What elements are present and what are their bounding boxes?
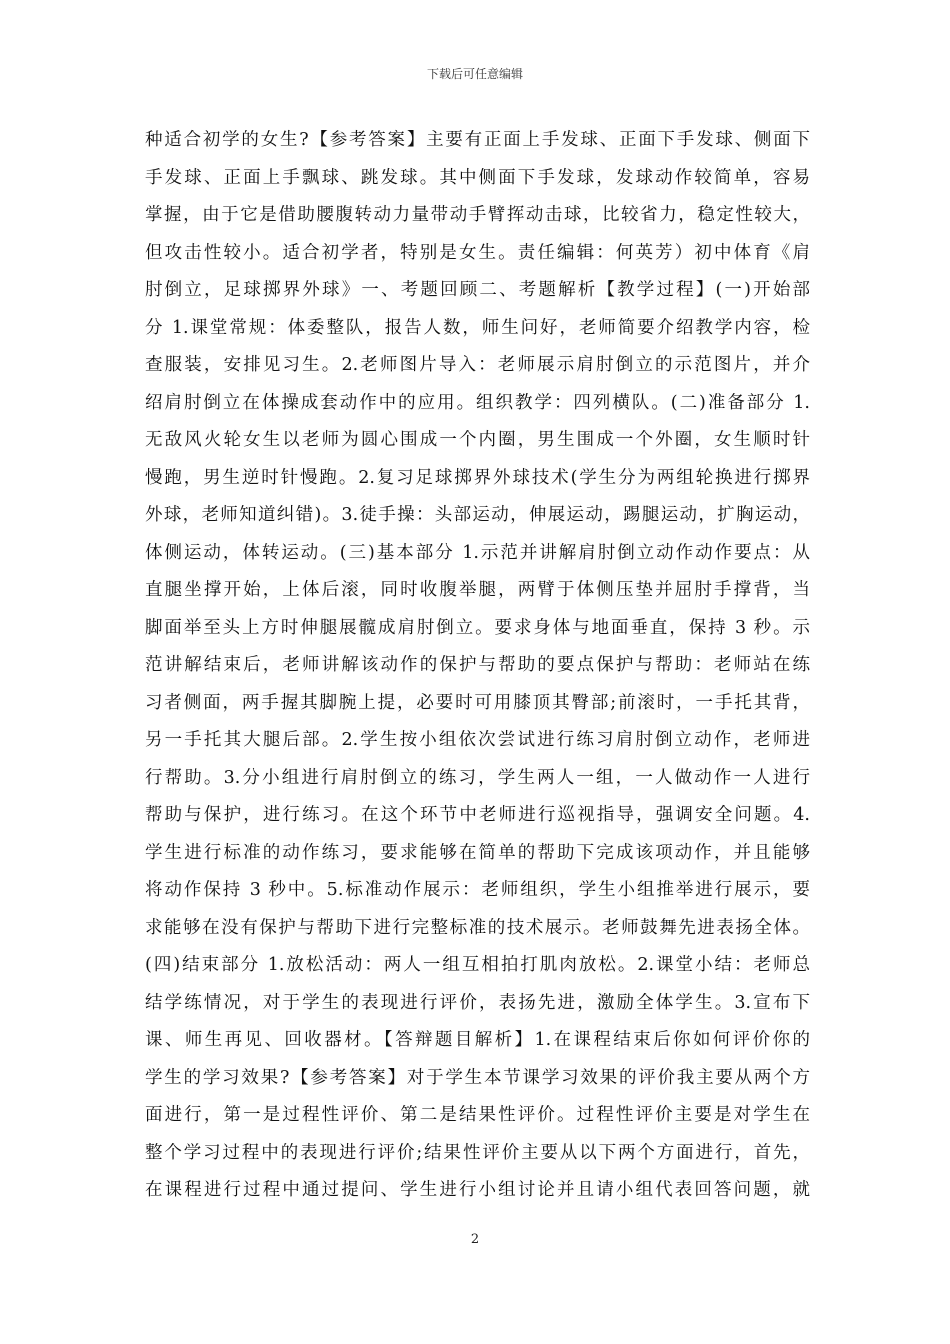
text-line: 直腿坐撑开始，上体后滚，同时收腹举腿，两臂于体侧压垫并屈肘手撑背，当 — [145, 580, 810, 600]
text-line: 查服装，安排见习生。2.老师图片导入：老师展示肩肘倒立的示范图片，并介 — [145, 355, 810, 375]
text-line: 学生的学习效果?【参考答案】对于学生本节课学习效果的评价我主要从两个方 — [145, 1067, 810, 1088]
text-line: 但攻击性较小。适合初学者，特别是女生。责任编辑：何英芳）初中体育《肩 — [145, 242, 810, 263]
body-text — [145, 122, 810, 1210]
text-line: 掌握，由于它是借助腰腹转动力量带动手臂挥动击球，比较省力，稳定性较大， — [145, 205, 810, 225]
text-line: 面进行，第一是过程性评价、第二是结果性评价。过程性评价主要是对学生在 — [145, 1105, 810, 1125]
text-line: 种适合初学的女生?【参考答案】主要有正面上手发球、正面下手发球、侧面下 — [145, 130, 810, 150]
text-line: 无敌风火轮女生以老师为圆心围成一个内圈，男生围成一个外圈，女生顺时针 — [145, 430, 810, 450]
text-line: 手发球、正面上手飘球、跳发球。其中侧面下手发球，发球动作较简单，容易 — [145, 167, 810, 188]
page-header: 下载后可任意编辑 — [426, 67, 523, 81]
text-line: 行帮助。3.分小组进行肩肘倒立的练习，学生两人一组，一人做动作一人进行 — [145, 767, 810, 788]
text-line: 脚面举至头上方时伸腿展髋成肩肘倒立。要求身体与地面垂直，保持 3 秒。示 — [145, 617, 810, 638]
text-line: 学生进行标准的动作练习，要求能够在简单的帮助下完成该项动作，并且能够 — [145, 842, 810, 863]
text-line: 整个学习过程中的表现进行评价;结果性评价主要从以下两个方面进行，首先， — [145, 1142, 810, 1163]
text-line: 范讲解结束后，老师讲解该动作的保护与帮助的要点保护与帮助：老师站在练 — [145, 655, 810, 675]
text-line: 绍肩肘倒立在体操成套动作中的应用。组织教学：四列横队。(二)准备部分 1. — [145, 392, 810, 413]
text-line: 外球，老师知道纠错)。3.徒手操：头部运动，伸展运动，踢腿运动，扩胸运动， — [145, 505, 810, 525]
text-line: 在课程进行过程中通过提问、学生进行小组讨论并且请小组代表回答问题，就 — [145, 1180, 810, 1200]
text-line: 将动作保持 3 秒中。5.标准动作展示：老师组织，学生小组推举进行展示，要 — [145, 880, 810, 900]
text-line: 肘倒立，足球掷界外球》一、考题回顾二、考题解析【教学过程】(一)开始部 — [145, 280, 810, 300]
page-number: 2 — [470, 1232, 480, 1247]
text-line: 分 1.课堂常规：体委整队，报告人数，师生问好，老师简要介绍教学内容，检 — [145, 317, 810, 338]
text-line: 求能够在没有保护与帮助下进行完整标准的技术展示。老师鼓舞先进表扬全体。 — [145, 917, 810, 938]
text-line: 课、师生再见、回收器材。【答辩题目解析】1.在课程结束后你如何评价你的 — [145, 1030, 810, 1050]
text-line: 结学练情况，对于学生的表现进行评价，表扬先进，激励全体学生。3.宣布下 — [145, 992, 810, 1013]
text-line: 慢跑，男生逆时针慢跑。2.复习足球掷界外球技术(学生分为两组轮换进行掷界 — [145, 467, 810, 488]
text-line: 帮助与保护，进行练习。在这个环节中老师进行巡视指导，强调安全问题。4. — [145, 805, 810, 825]
text-line: (四)结束部分 1.放松活动：两人一组互相拍打肌肉放松。2.课堂小结：老师总 — [145, 955, 810, 975]
text-line: 另一手托其大腿后部。2.学生按小组依次尝试进行练习肩肘倒立动作，老师进 — [145, 730, 810, 750]
text-line: 体侧运动，体转运动。(三)基本部分 1.示范并讲解肩肘倒立动作动作要点：从 — [145, 542, 810, 563]
text-line: 习者侧面，两手握其脚腕上提，必要时可用膝顶其臀部;前滚时，一手托其背， — [145, 692, 810, 713]
